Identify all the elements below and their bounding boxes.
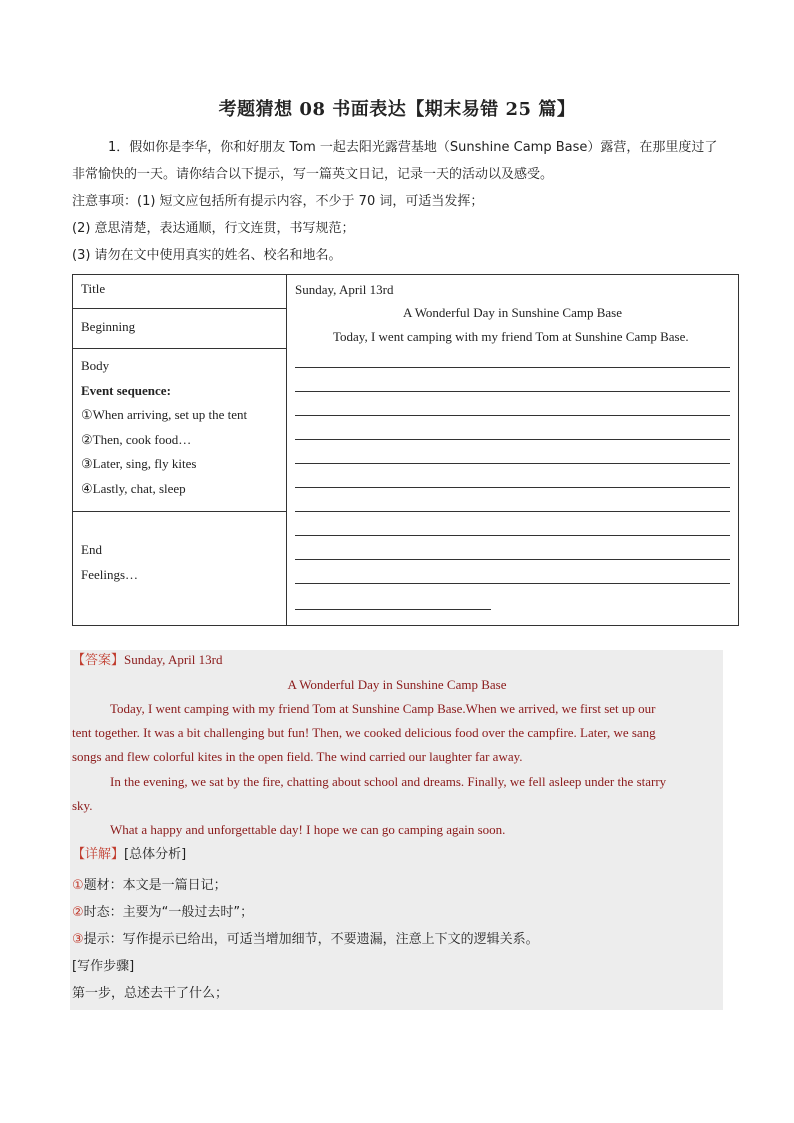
- question-prompt: [72, 134, 732, 269]
- answer-paragraph-2: In the evening, we sat by the fire, chatting about school and dreams. Finally, we fell asleep under the starry sky.: [72, 774, 667, 814]
- writing-line: [295, 367, 730, 368]
- event-sequence-label: Event sequence:: [81, 382, 171, 398]
- answer-paragraph-3: What a happy and unforgettable day! I hope we can go camping again soon.: [110, 822, 506, 837]
- answer-paragraph-1: Today, I went camping with my friend Tom at Sunshine Camp Base.When we arrived, we first set up our tent together. It was a bit challenging but fun! Then, we cooked delicious food over the campfire. Later, we sang songs and flew colorful kites in the open field. The wind carried our laughter far away.: [72, 701, 656, 765]
- writing-line: [295, 415, 730, 416]
- composition-date: Sunday, April 13rd: [295, 282, 394, 297]
- writing-line: [295, 511, 730, 512]
- writing-line: [295, 559, 730, 560]
- writing-line: [295, 535, 730, 536]
- writing-steps-heading: [写作步骤]: [72, 959, 135, 974]
- writing-line-short: [295, 609, 491, 610]
- answer-header: [72, 648, 722, 673]
- event-item: ②Then, cook food…: [81, 431, 192, 447]
- answer-label: 【答案】: [72, 653, 125, 668]
- question-number: 1．: [108, 140, 130, 155]
- composition-first-sentence: Today, I went camping with my friend Tom at Sunshine Camp Base.: [333, 329, 689, 344]
- writing-line: [295, 463, 730, 464]
- event-item: ③Later, sing, fly kites: [81, 456, 197, 471]
- event-item: ①When arriving, set up the tent: [81, 407, 248, 422]
- beginning-cell: Beginning: [73, 309, 287, 349]
- writing-line: [295, 391, 730, 392]
- note-1: 注意事项：(1) 短文应包括所有提示内容，不少于 70 词，可适当发挥；: [72, 194, 484, 209]
- answer-title: A Wonderful Day in Sunshine Camp Base: [287, 677, 507, 692]
- writing-line: [295, 439, 730, 440]
- writing-step-1: 第一步，总述去干了什么；: [72, 986, 229, 1001]
- detail-label: 【详解】: [72, 847, 125, 862]
- detail-section: 【详解】[总体分析]: [72, 847, 187, 862]
- writing-line: [295, 487, 730, 488]
- event-item: ④Lastly, chat, sleep: [81, 480, 186, 496]
- composition-title: A Wonderful Day in Sunshine Camp Base: [403, 305, 622, 320]
- note-3: (3) 请勿在文中使用真实的姓名、校名和地名。: [72, 248, 342, 263]
- prompt-line-1: 1．假如你是李华，你和好朋友 Tom 一起去阳光露营基地（Sunshine Camp Base）露营，在那里度过了: [108, 140, 718, 155]
- note-2: (2) 意思清楚，表达通顺，行文连贯，书写规范；: [72, 221, 355, 236]
- prompt-line-2: 非常愉快的一天。请你结合以下提示，写一篇英文日记，记录一天的活动以及感受。: [72, 167, 554, 182]
- answer-date: Sunday, April 13rd: [124, 652, 223, 667]
- writing-area: [287, 275, 739, 626]
- writing-line: [295, 583, 730, 584]
- title-cell: Title: [73, 275, 287, 309]
- body-cell: Body Event sequence: ①When arriving, set up the tent ②Then, cook food… ③Later, sing, fly kites ④Lastly, chat, sleep: [73, 349, 287, 512]
- end-cell: End Feelings…: [73, 512, 287, 626]
- detail-points: ①题材：本文是一篇日记； ②时态：主要为“一般过去时”； ③提示：写作提示已给出，可适当增加细节，不要遗漏，注意上下文的逻辑关系。 [写作步骤] 第一步，总述去干了什么；: [72, 872, 722, 1007]
- writing-outline-table: [72, 274, 739, 626]
- page-title: 考题猜想 08 书面表达【期末易错 25 篇】: [218, 99, 576, 120]
